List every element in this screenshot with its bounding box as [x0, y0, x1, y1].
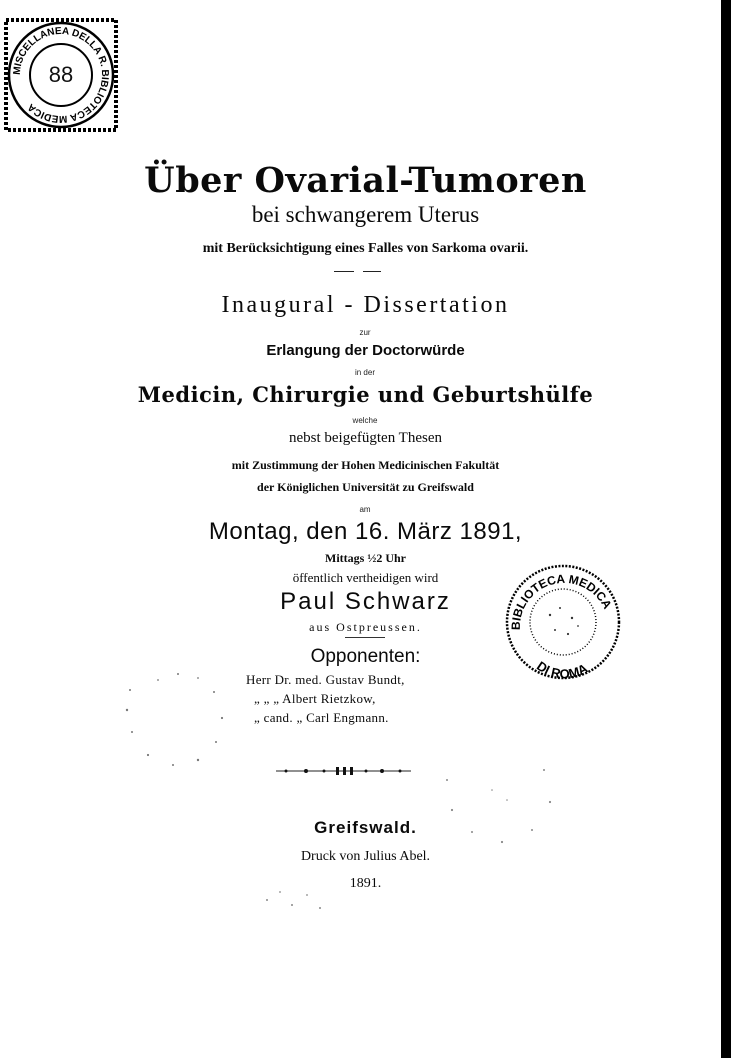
imprint-city: Greifswald.: [314, 818, 417, 837]
short-rule: [345, 637, 385, 638]
ornamental-rule: [276, 764, 411, 778]
opponents-heading: Opponenten:: [310, 646, 421, 667]
word-am: am: [359, 505, 371, 514]
stamp-mark: 88: [48, 62, 74, 87]
divider-left: [334, 271, 354, 272]
word-zur: zur: [359, 328, 371, 337]
opponent-1: Herr Dr. med. Gustav Bundt,: [246, 672, 405, 687]
defense-line: öffentlich vertheidigen wird: [292, 570, 439, 585]
defense-time: Mittags ½2 Uhr: [325, 551, 406, 565]
faint-stamp-ghost-left: [118, 660, 228, 775]
stamp-middle-text: BIBLIOTECA MEDICA: [508, 571, 615, 631]
subtitle: bei schwangerem Uterus: [251, 202, 480, 227]
subtitle-detail: mit Berücksichtigung eines Falles von Sarkoma ovarii.: [202, 241, 529, 256]
author-name: Paul Schwarz: [280, 588, 451, 615]
opponent-2: „ „ „ Albert Rietzkow,: [254, 691, 376, 706]
stamp-ring-text: MISCELLANEA DELLA R. BIBLIOTECA MEDICA: [11, 25, 111, 125]
divider-right: [363, 271, 381, 272]
word-welche: welche: [352, 416, 378, 425]
defense-date: Montag, den 16. März 1891,: [208, 518, 523, 545]
author-origin: aus Ostpreussen.: [309, 620, 422, 634]
theses-line: nebst beigefügten Thesen: [288, 430, 442, 446]
opponent-3: „ cand. „ Carl Engmann.: [254, 710, 389, 725]
word-in-der: in der: [354, 368, 375, 377]
stamp-middle-city: DI ROMA: [534, 658, 591, 682]
dissertation-heading: Inaugural - Dissertation: [221, 292, 510, 318]
degree-line: Erlangung der Doctorwürde: [266, 342, 465, 359]
library-stamp-top-left: [2, 16, 120, 134]
consent-line-2: der Königlichen Universität zu Greifswald: [257, 480, 474, 494]
imprint-printer: Druck von Julius Abel.: [300, 849, 431, 864]
imprint-year: 1891.: [349, 876, 382, 891]
main-title: Über Ovarial-Tumoren: [144, 160, 587, 201]
consent-line-1: mit Zustimmung der Hohen Medicinischen Fakultät: [231, 458, 500, 472]
field-line: Medicin, Chirurgie und Geburtshülfe: [137, 382, 594, 407]
